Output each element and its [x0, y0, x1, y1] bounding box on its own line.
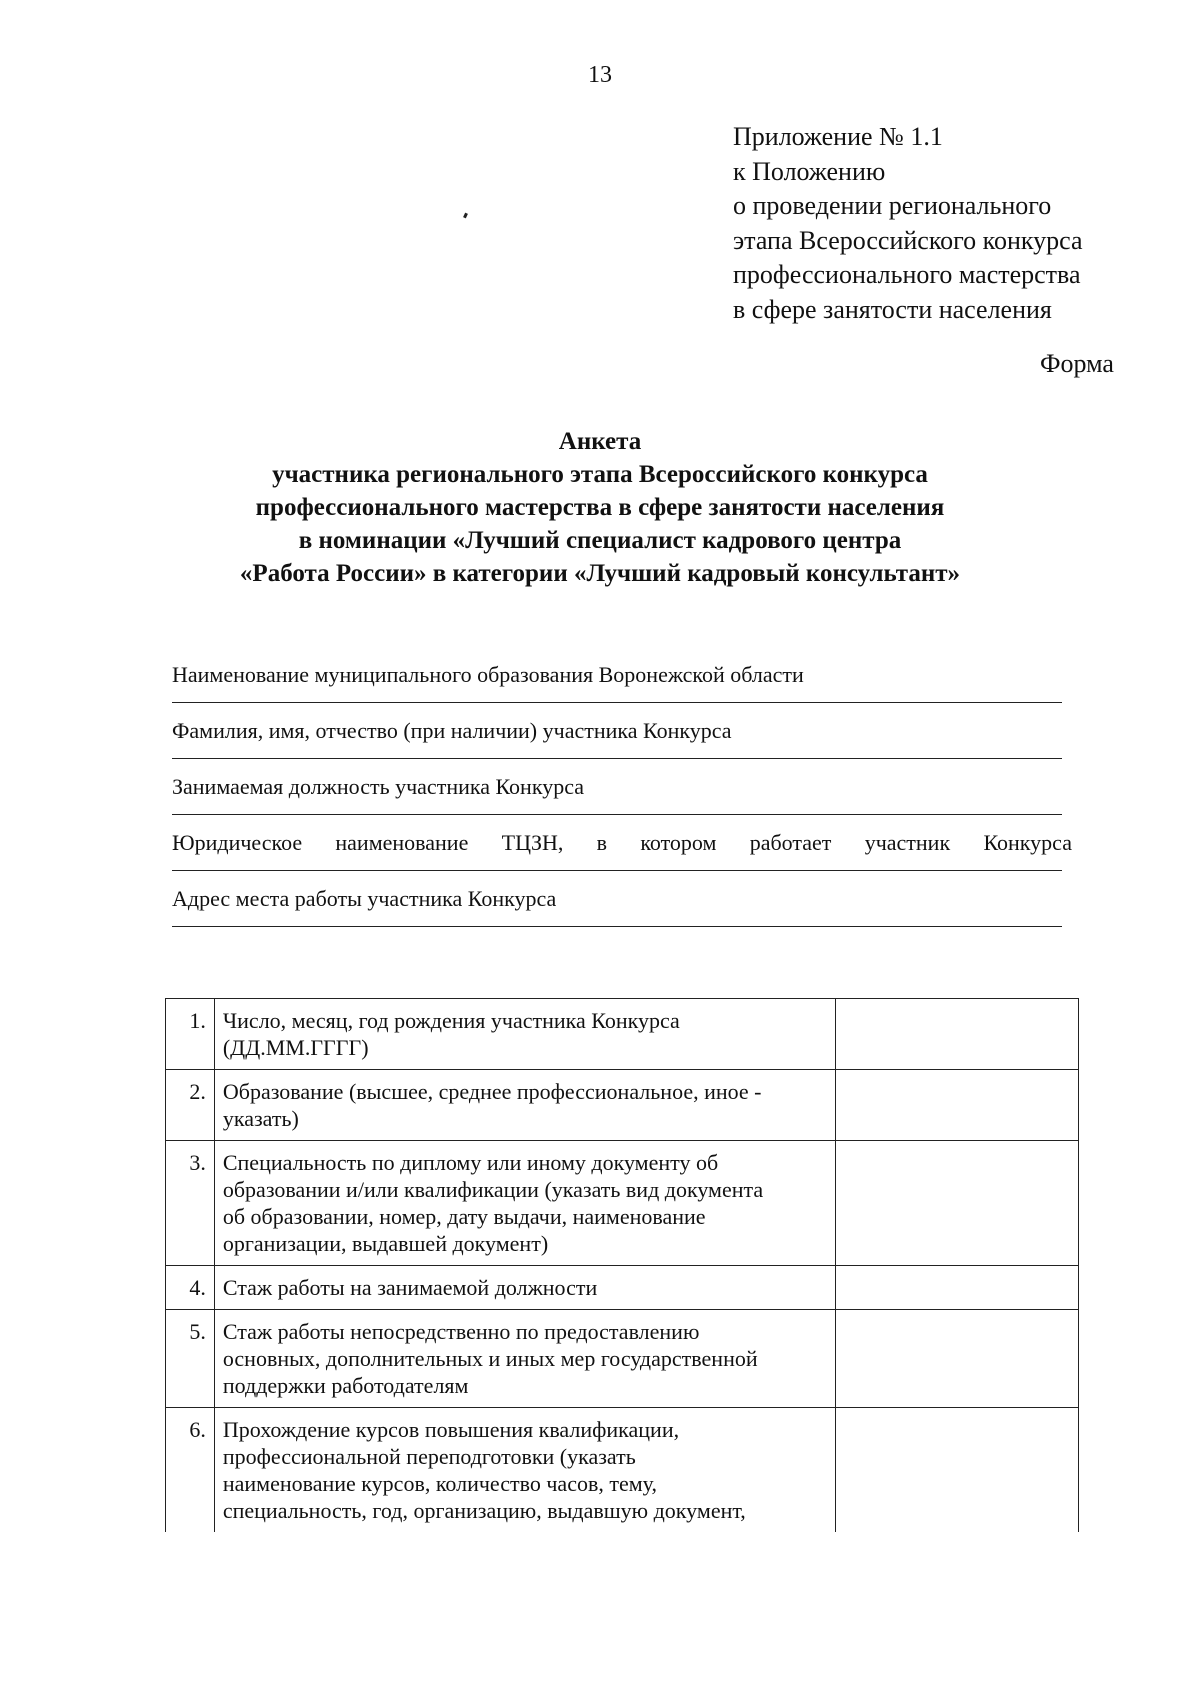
- question-line: Стаж работы непосредственно по предоставлению: [222, 1319, 700, 1344]
- row-number: 1.: [166, 999, 215, 1070]
- appendix-line: этапа Всероссийского конкурса: [733, 225, 1083, 255]
- field-full-name: [172, 718, 1062, 759]
- field-position: [172, 774, 1062, 815]
- appendix-line: к Положению: [733, 156, 886, 186]
- answer-cell[interactable]: [836, 1408, 1079, 1533]
- heading-line: участника регионального этапа Всероссийского конкурса: [272, 461, 928, 488]
- question-line: Образование (высшее, среднее профессиональное, иное -: [222, 1079, 762, 1104]
- row-number: 6.: [166, 1408, 215, 1533]
- row-question: [214, 1141, 835, 1266]
- question-line: Специальность по диплому или иному документу об: [222, 1150, 719, 1175]
- answer-cell[interactable]: [836, 1310, 1079, 1408]
- question-line: поддержки работодателям: [222, 1373, 469, 1398]
- appendix-line: о проведении регионального: [733, 191, 1052, 220]
- field-label: Занимаемая должность участника Конкурса: [172, 774, 585, 799]
- row-question: [214, 1266, 835, 1310]
- label-word: Конкурса: [983, 830, 1072, 855]
- label-word: работает: [749, 830, 832, 855]
- answer-cell[interactable]: [836, 1266, 1079, 1310]
- fill-in-line[interactable]: [172, 856, 1062, 871]
- question-line: об образовании, номер, дату выдачи, наименование: [222, 1204, 706, 1229]
- question-line: указать): [222, 1106, 299, 1131]
- table-row: [166, 1310, 1079, 1408]
- table-row: [166, 1141, 1079, 1266]
- fill-in-line[interactable]: [172, 744, 1062, 759]
- fill-in-line[interactable]: [172, 688, 1062, 703]
- appendix-line: в сфере занятости населения: [733, 294, 1052, 324]
- question-line: образовании и/или квалификации (указать вид документа: [222, 1177, 764, 1202]
- answer-cell[interactable]: [836, 1141, 1079, 1266]
- answer-cell[interactable]: [836, 999, 1079, 1070]
- row-number: 3.: [166, 1141, 215, 1266]
- label-word: Юридическое: [172, 830, 303, 855]
- question-line: Число, месяц, год рождения участника Конкурса: [222, 1008, 680, 1033]
- answer-cell[interactable]: [836, 1070, 1079, 1141]
- question-line: наименование курсов, количество часов, тему,: [222, 1471, 657, 1496]
- field-label: Наименование муниципального образования Воронежской области: [172, 662, 804, 687]
- question-line: организации, выдавшей документ): [222, 1231, 549, 1256]
- label-word: участник: [864, 830, 951, 855]
- fill-in-line[interactable]: [172, 800, 1062, 815]
- appendix-line: Приложение № 1.1: [733, 122, 943, 151]
- question-line: Стаж работы на занимаемой должности: [222, 1275, 598, 1300]
- row-question: [214, 1310, 835, 1408]
- label-word: наименование: [335, 830, 469, 855]
- fill-in-line[interactable]: [172, 912, 1062, 927]
- field-label: Фамилия, имя, отчество (при наличии) участника Конкурса: [172, 718, 732, 743]
- field-employer-legal-name: [172, 830, 1072, 871]
- document-heading: [140, 425, 1060, 590]
- questionnaire-table: [165, 998, 1079, 1532]
- label-word: в: [596, 830, 608, 855]
- row-question: [214, 1408, 835, 1533]
- table-row: [166, 1070, 1079, 1141]
- scan-speck: [463, 213, 468, 219]
- field-label: [172, 830, 1072, 856]
- heading-line: «Работа России» в категории «Лучший кадровый консультант»: [239, 560, 961, 587]
- form-label: Форма: [1040, 349, 1114, 378]
- field-label: Адрес места работы участника Конкурса: [172, 886, 557, 911]
- question-line: Прохождение курсов повышения квалификации,: [222, 1417, 680, 1442]
- heading-line: профессионального мастерства в сфере занятости населения: [255, 494, 945, 521]
- table-row: [166, 1408, 1079, 1533]
- label-word: котором: [640, 830, 717, 855]
- row-number: 5.: [166, 1310, 215, 1408]
- field-municipality: [172, 662, 1062, 703]
- question-line: основных, дополнительных и иных мер государственной: [222, 1346, 758, 1371]
- table-row: [166, 999, 1079, 1070]
- page-number: 13: [588, 62, 612, 88]
- field-work-address: [172, 886, 1062, 927]
- heading-line: в номинации «Лучший специалист кадрового центра: [298, 527, 902, 554]
- appendix-line: профессионального мастерства: [733, 260, 1081, 289]
- table-row: [166, 1266, 1079, 1310]
- row-question: [214, 999, 835, 1070]
- row-number: 2.: [166, 1070, 215, 1141]
- question-line: профессиональной переподготовки (указать: [222, 1444, 636, 1469]
- heading-title: Анкета: [558, 428, 642, 455]
- question-line: (ДД.ММ.ГГГГ): [222, 1035, 369, 1060]
- question-line: специальность, год, организацию, выдавшую документ,: [222, 1498, 746, 1523]
- row-number: 4.: [166, 1266, 215, 1310]
- label-word: ТЦЗН,: [501, 830, 564, 855]
- appendix-block: [733, 120, 1153, 327]
- row-question: [214, 1070, 835, 1141]
